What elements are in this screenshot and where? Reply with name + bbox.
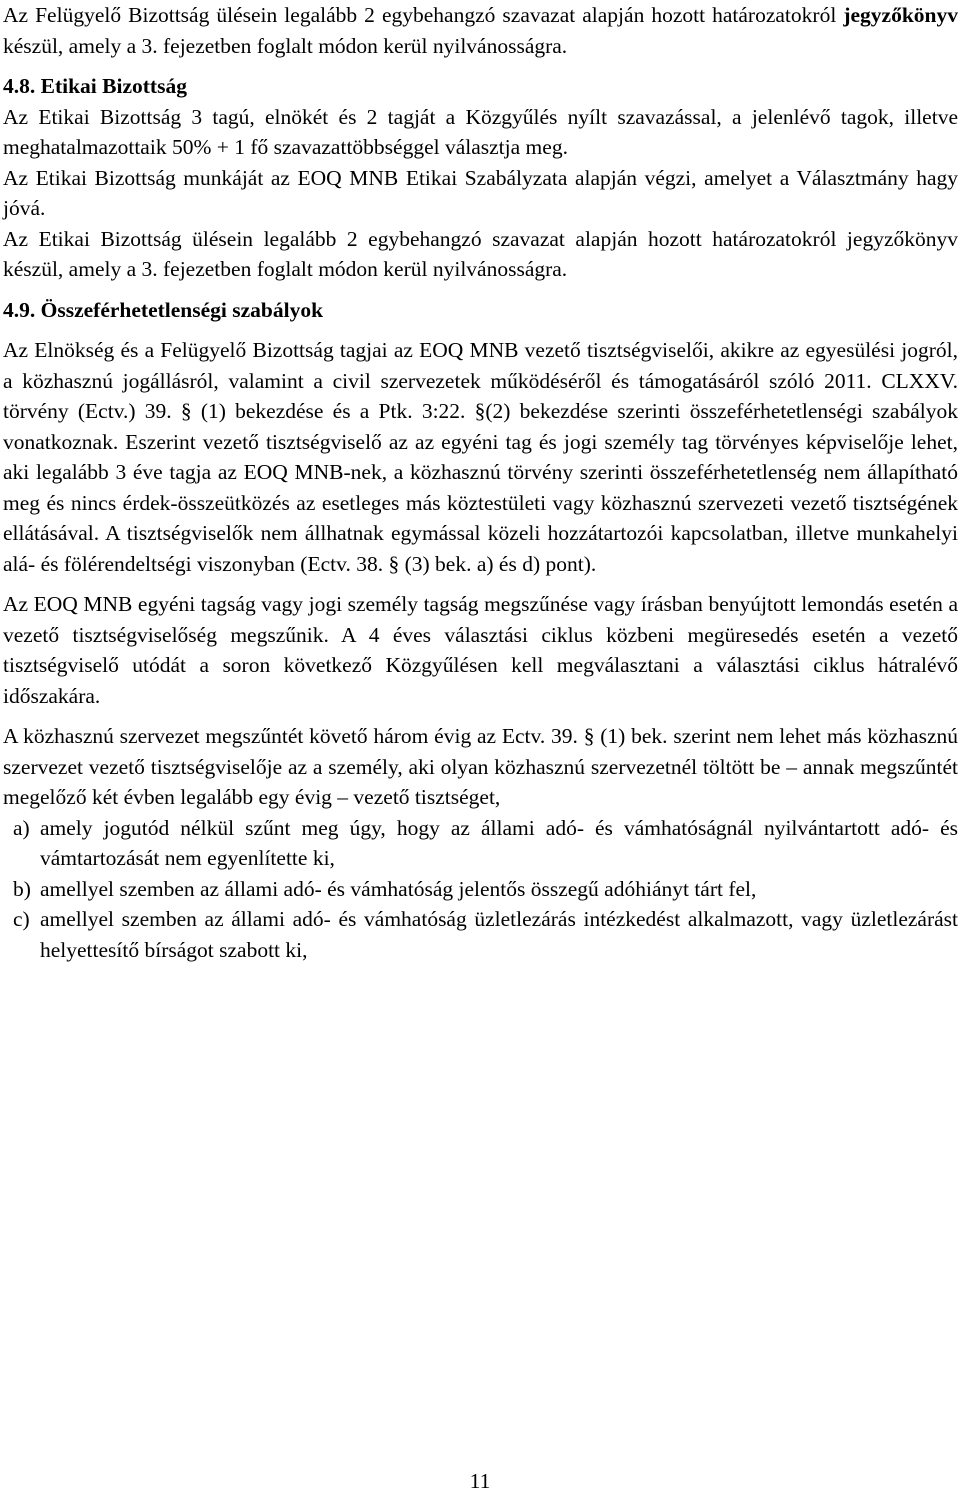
list-item-text: amellyel szemben az állami adó- és vámhatóság jelentős összegű adóhiányt tárt fel,: [40, 876, 757, 901]
section-heading-4-9: 4.9. Összeférhetetlenségi szabályok: [3, 297, 324, 322]
paragraph-fb-minutes: [3, 0, 958, 61]
condition-list: [3, 813, 958, 966]
list-marker: b): [13, 876, 31, 901]
bold-term: jegyzőkönyv: [843, 3, 958, 27]
paragraph-eb-composition: Az Etikai Bizottság 3 tagú, elnökét és 2 tagját a Közgyűlés nyílt szavazással, a jelenlévő tagok, illetve meghatalmazottaik 50% + 1 fő szavazattöbbséggel választja meg.: [3, 104, 958, 159]
paragraph-membership-termination: Az EOQ MNB egyéni tagság vagy jogi személy tagság megszűnése vagy írásban benyújtott lemondás esetén a vezető tisztségviselőség megszűnik. A 4 éves választási ciklus közbeni megüresedés esetén a vezető tisztségviselő utódát a soron következő Közgyűlésen kell megválasztani a választási ciklus hátralévő időszakára.: [3, 592, 958, 708]
paragraph-text: Az Felügyelő Bizottság ülésein legalább 2 egybehangzó szavazat alapján hozott határozatokról: [3, 3, 844, 27]
list-item-text: amely jogutód nélkül szűnt meg úgy, hogy az állami adó- és vámhatóságnál nyilvántartott adó- és vámtartozását nem egyenlítette ki,: [40, 815, 958, 870]
list-item: [3, 813, 958, 874]
paragraph-conflict-rules: Az Elnökség és a Felügyelő Bizottság tagjai az EOQ MNB vezető tisztségviselői, akikre az egyesülési jogról, a közhasznú jogállásról, valamint a civil szervezetek működéséről és támogatásáról szóló 2011. CLXXV. törvény (Ectv.) 39. § (1) bekezdése és a Ptk. 3:22. §(2) bekezdése szerinti összeférhetetlenségi szabályok vonatkoznak. Eszerint vezető tisztségviselő az az egyéni tag és jogi személy tag törvényes képviselője lehet, aki legalább 3 éve tagja az EOQ MNB-nek, a közhasznú törvény szerinti összeférhetetlenség nem állapítható meg és nincs érdek-összeütközés az esetleges más köztestületi vagy közhasznú szervezeti vezető tisztségének ellátásával. A tisztségviselők nem állhatnak egymással közeli hozzátartozói kapcsolatban, illetve munkahelyi alá- és fölérendeltségi viszonyban (Ectv. 38. § (3) bek. a) és d) pont).: [3, 338, 958, 576]
paragraph-eb-minutes: Az Etikai Bizottság ülésein legalább 2 egybehangzó szavazat alapján hozott határozatokról jegyzőkönyv készül, amely a 3. fejezetben foglalt módon kerül nyilvánosságra.: [3, 226, 958, 281]
list-item-text: amellyel szemben az állami adó- és vámhatóság üzletlezárás intézkedést alkalmazott, vagy üzletlezárást helyettesítő bírságot szabott ki,: [40, 907, 958, 962]
paragraph-post-dissolution: A közhasznú szervezet megszűntét követő három évig az Ectv. 39. § (1) bek. szerint nem lehet más közhasznú szervezet vezető tisztségviselője az a személy, aki olyan közhasznú szervezetnél töltött be – annak megszűntét megelőző két évben legalább egy évig – vezető tisztséget,: [3, 724, 958, 809]
list-marker: a): [13, 815, 30, 840]
section-heading-4-8: 4.8. Etikai Bizottság: [3, 74, 187, 98]
list-item: [3, 874, 958, 905]
page-number: 11: [469, 1469, 491, 1493]
list-marker: c): [13, 907, 30, 931]
paragraph-text: készül, amely a 3. fejezetben foglalt módon kerül nyilvánosságra.: [3, 33, 568, 58]
paragraph-eb-rules: Az Etikai Bizottság munkáját az EOQ MNB Etikai Szabályzata alapján végzi, amelyet a Választmány hagy jóvá.: [3, 165, 958, 220]
list-item: [3, 904, 958, 965]
